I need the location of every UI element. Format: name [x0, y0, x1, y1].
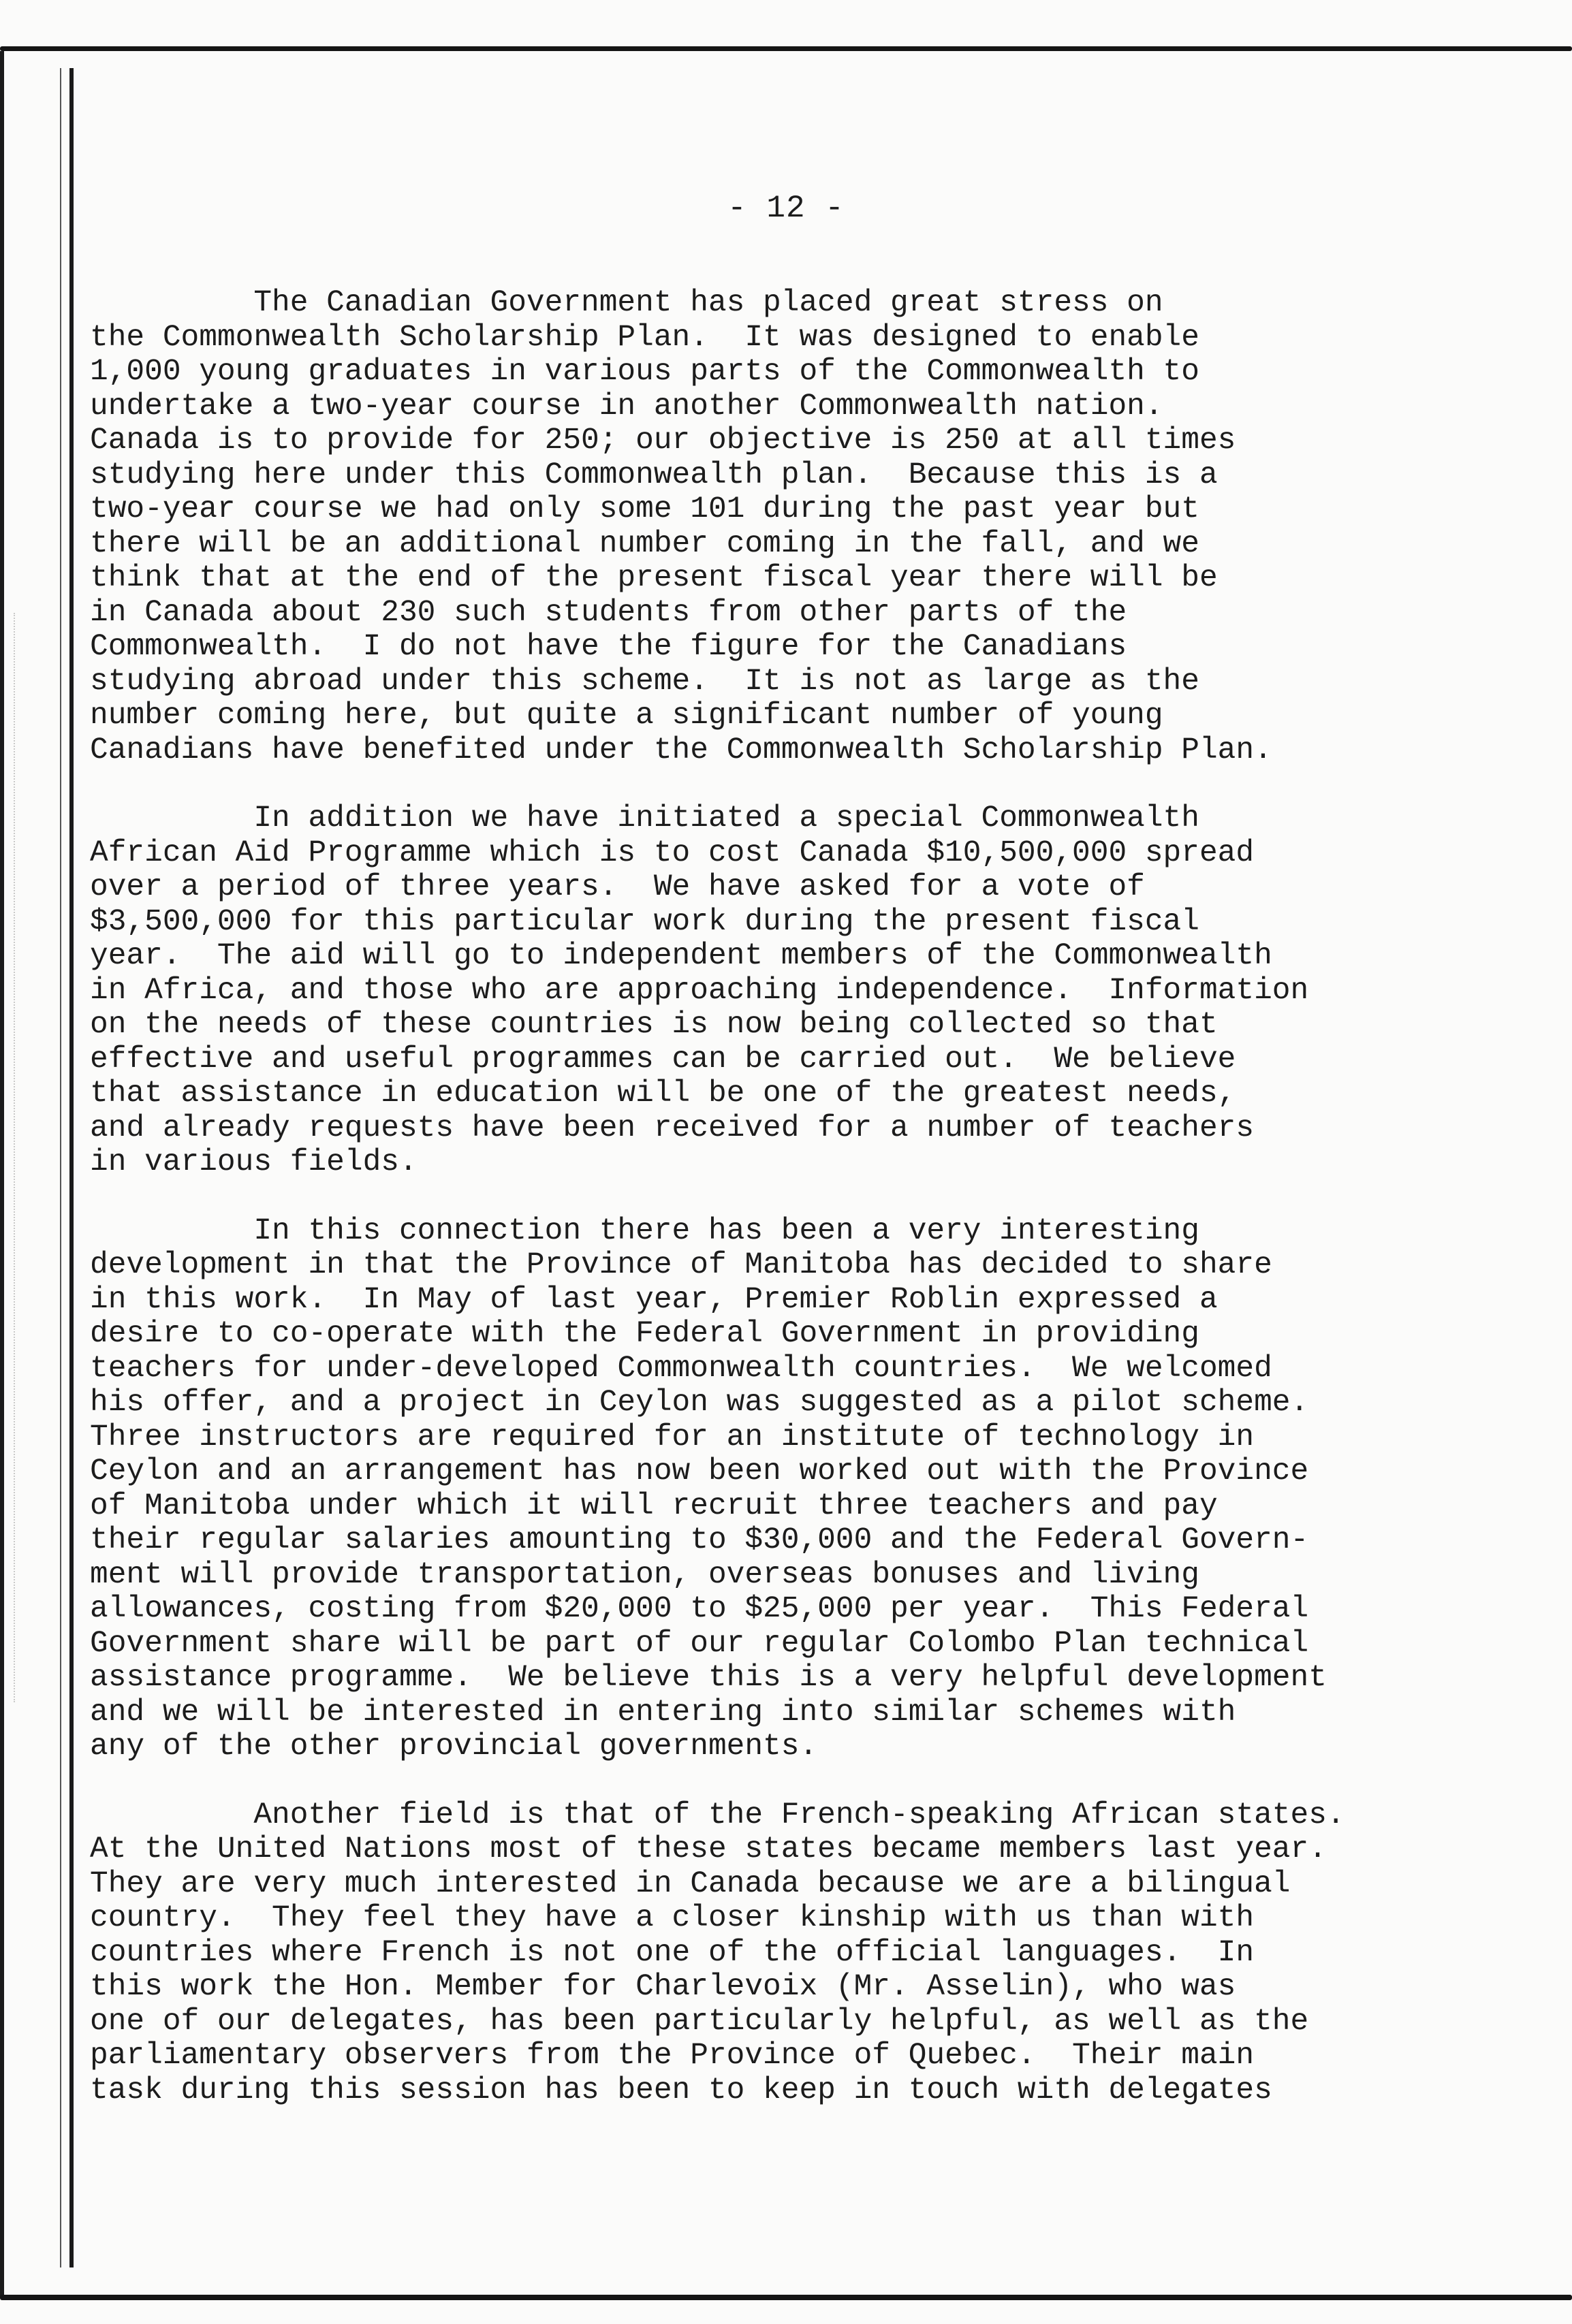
text-line: effective and useful programmes can be carried out. We believe: [90, 1042, 1236, 1077]
text-line: in various fields.: [90, 1145, 418, 1179]
text-line: task during this session has been to keep in touch with delegates: [90, 2073, 1272, 2107]
text-line: his offer, and a project in Ceylon was suggested as a pilot scheme.: [90, 1386, 1309, 1420]
paragraph-gap: [90, 1764, 1534, 1798]
text-line: teachers for under-developed Commonwealth countries. We welcomed: [90, 1351, 1272, 1386]
text-line: that assistance in education will be one of the greatest needs,: [90, 1077, 1236, 1111]
text-line: assistance programme. We believe this is a very helpful development: [90, 1661, 1327, 1695]
text-line: parliamentary observers from the Province of Quebec. Their main: [90, 2039, 1255, 2073]
text-line: ment will provide transportation, overseas bonuses and living: [90, 1557, 1199, 1592]
text-line: Three instructors are required for an institute of technology in: [90, 1420, 1255, 1454]
text-line: $3,500,000 for this particular work during the present fiscal: [90, 904, 1199, 939]
text-line: their regular salaries amounting to $30,000 and the Federal Govern-: [90, 1523, 1309, 1557]
text-line: Ceylon and an arrangement has now been worked out with the Province: [90, 1454, 1309, 1489]
text-line: of Manitoba under which it will recruit three teachers and pay: [90, 1489, 1218, 1523]
page-frame-bottom-rule: [0, 2295, 1572, 2300]
body-text: [90, 286, 1534, 2107]
margin-scan-artifacts: [14, 613, 22, 1702]
text-line: on the needs of these countries is now being collected so that: [90, 1008, 1218, 1042]
text-line: there will be an additional number coming in the fall, and we: [90, 526, 1199, 561]
paragraph: [90, 1214, 1534, 1764]
text-line: At the United Nations most of these states became members last year.: [90, 1832, 1327, 1866]
paragraph-gap: [90, 1180, 1534, 1214]
margin-rule: [69, 68, 74, 2267]
text-line: two-year course we had only some 101 during the past year but: [90, 492, 1199, 526]
page-frame-top-rule: [0, 46, 1572, 51]
text-line: country. They feel they have a closer kinship with us than with: [90, 1901, 1255, 1935]
text-line: desire to co-operate with the Federal Government in providing: [90, 1317, 1199, 1351]
text-line: allowances, costing from $20,000 to $25,000 per year. This Federal: [90, 1592, 1309, 1626]
paragraph: [90, 1798, 1534, 2108]
text-line: They are very much interested in Canada because we are a bilingual: [90, 1866, 1291, 1901]
text-line: number coming here, but quite a significant number of young: [90, 699, 1163, 733]
binder-edge-line: [0, 51, 4, 2298]
paragraph: [90, 801, 1534, 1180]
text-line: and we will be interested in entering into similar schemes with: [90, 1695, 1236, 1730]
text-line: think that at the end of the present fiscal year there will be: [90, 561, 1218, 595]
text-line: In addition we have initiated a special Commonwealth: [90, 801, 1199, 835]
text-line: over a period of three years. We have asked for a vote of: [90, 870, 1145, 904]
text-line: The Canadian Government has placed great stress on: [90, 286, 1163, 320]
text-line: In this connection there has been a very interesting: [90, 1213, 1199, 1248]
text-line: undertake a two-year course in another Commonwealth nation.: [90, 389, 1163, 424]
text-line: Commonwealth. I do not have the figure for the Canadians: [90, 630, 1127, 664]
text-line: and already requests have been received for a number of teachers: [90, 1111, 1255, 1145]
page-number: - 12 -: [727, 191, 845, 226]
text-line: African Aid Programme which is to cost Canada $10,500,000 spread: [90, 835, 1255, 870]
paragraph-gap: [90, 767, 1534, 801]
text-line: development in that the Province of Manitoba has decided to share: [90, 1248, 1272, 1282]
text-line: Government share will be part of our regular Colombo Plan technical: [90, 1626, 1309, 1661]
text-line: one of our delegates, has been particularly helpful, as well as the: [90, 2004, 1309, 2039]
text-line: studying here under this Commonwealth plan. Because this is a: [90, 458, 1218, 492]
text-line: Canada is to provide for 250; our objective is 250 at all times: [90, 424, 1236, 458]
text-line: studying abroad under this scheme. It is not as large as the: [90, 664, 1199, 699]
paragraph: [90, 286, 1534, 767]
text-line: the Commonwealth Scholarship Plan. It was designed to enable: [90, 320, 1199, 355]
margin-rule-thin: [60, 68, 61, 2267]
text-line: Canadians have benefited under the Commonwealth Scholarship Plan.: [90, 733, 1272, 767]
text-line: this work the Hon. Member for Charlevoix (Mr. Asselin), who was: [90, 1970, 1236, 2004]
text-line: countries where French is not one of the official languages. In: [90, 1935, 1255, 1970]
text-line: in Africa, and those who are approaching independence. Information: [90, 973, 1309, 1008]
text-line: 1,000 young graduates in various parts of the Commonwealth to: [90, 355, 1199, 389]
text-line: any of the other provincial governments.: [90, 1730, 818, 1764]
text-line: Another field is that of the French-speaking African states.: [90, 1798, 1345, 1832]
text-line: in Canada about 230 such students from other parts of the: [90, 595, 1127, 630]
text-line: year. The aid will go to independent members of the Commonwealth: [90, 939, 1272, 973]
text-line: in this work. In May of last year, Premier Roblin expressed a: [90, 1282, 1218, 1317]
